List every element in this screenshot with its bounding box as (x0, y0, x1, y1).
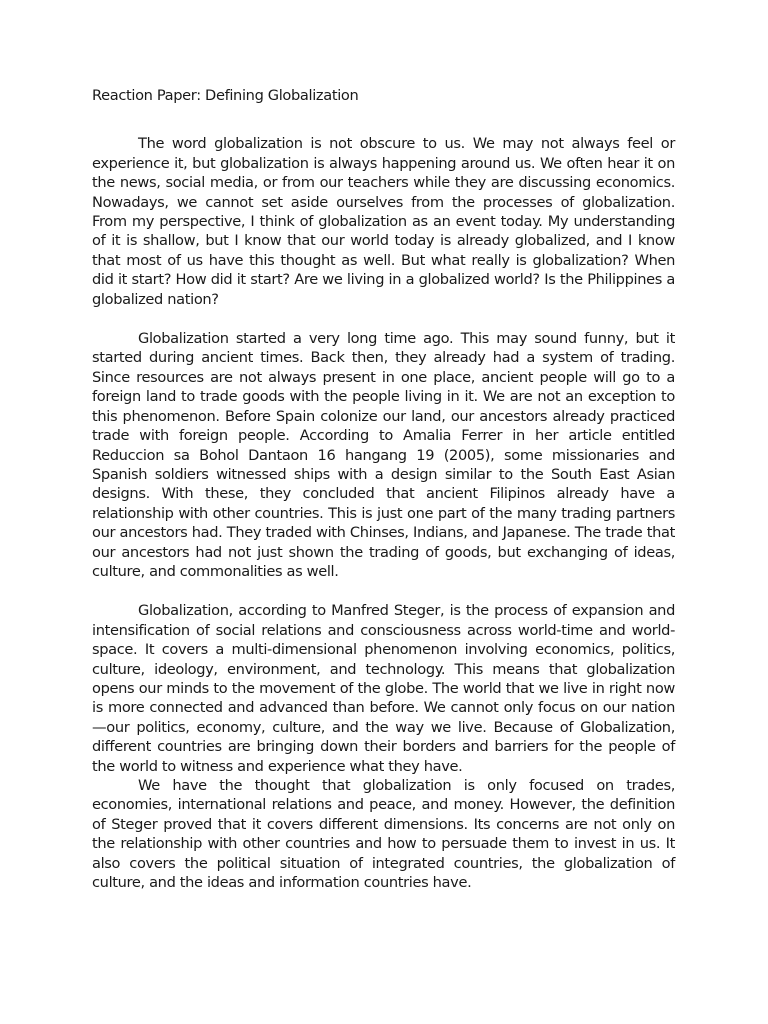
paragraph-1: The word globalization is not obscure to us. We may not always feel or experience it, but globalization is always happening around us. We often hear it on the news, social media, or from our teachers while they are discussing economics. Nowadays, we cannot set aside ourselves from the processes of globalization. From my perspective, I think of globalization as an event today. My understanding of it is shallow, but I know that our world today is already globalized, and I know that most of us have this thought as well. But what really is globalization? When did it start? How did it start? Are we living in a globalized world? Is the Philippines a globalized nation? (92, 135, 675, 308)
paragraph-2: Globalization started a very long time ago. This may sound funny, but it started during ancient times. Back then, they already had a system of trading. Since resources are not always present in one place, ancient people will go to a foreign land to trade goods with the people living in it. We are not an exception to this phenomenon. Before Spain colonize our land, our ancestors already practiced trade with foreign people. According to Amalia Ferrer in her article entitled Reduccion sa Bohol Dantaon 16 hangang 19 (2005), some missionaries and Spanish soldiers witnessed ships with a design similar to the South East Asian designs. With these, they concluded that ancient Filipinos already have a relationship with other countries. This is just one part of the many trading partners our ancestors had. They traded with Chinses, Indians, and Japanese. The trade that our ancestors had not just shown the trading of goods, but exchanging of ideas, culture, and commonalities as well. (92, 330, 675, 580)
paragraph-3: Globalization, according to Manfred Steger, is the process of expansion and intensification of social relations and consciousness across world-time and world-space. It covers a multi-dimensional phenomenon involving economics, politics, culture, ideology, environment, and technology. This means that globalization opens our minds to the movement of the globe. The world that we live in right now is more connected and advanced than before. We cannot only focus on our nation—our politics, economy, culture, and the way we live. Because of Globalization, different countries are bringing down their borders and barriers for the people of the world to witness and experience what they have. (92, 602, 675, 775)
paragraph-4: We have the thought that globalization is only focused on trades, economies, international relations and peace, and money. However, the definition of Steger proved that it covers different dimensions. Its concerns are not only on the relationship with other countries and how to persuade them to invest in us. It also covers the political situation of integrated countries, the globalization of culture, and the ideas and information countries have. (92, 777, 675, 892)
document-page (92, 86, 675, 892)
document-title: Reaction Paper: Defining Globalization (92, 87, 359, 104)
